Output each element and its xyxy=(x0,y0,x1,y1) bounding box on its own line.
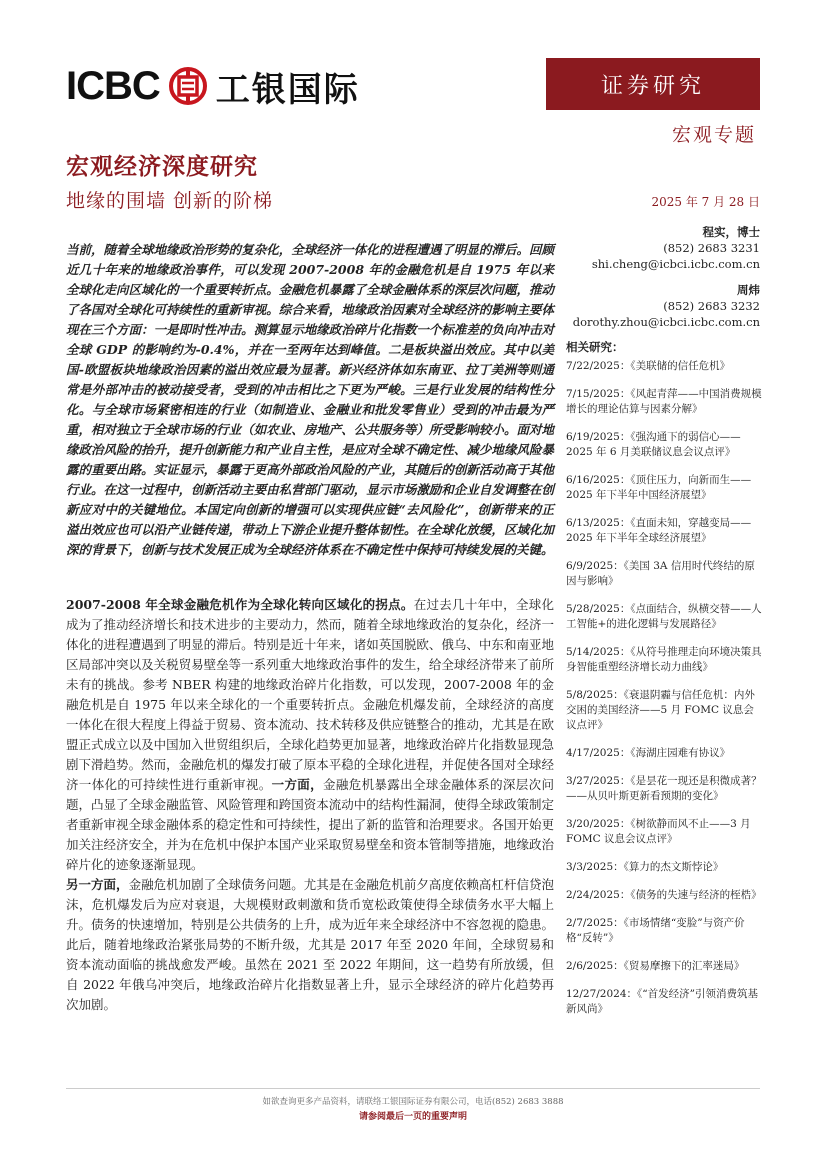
author-email[interactable]: shi.cheng@icbci.icbc.com.cn xyxy=(591,257,760,271)
author-name: 程实，博士 xyxy=(702,225,760,239)
related-research xyxy=(566,340,762,1030)
logo-cn: 工银国际 xyxy=(215,69,360,110)
related-item[interactable]: 6/16/2025：《顶住压力，向新而生——2025 年下半年中国经济展望》 xyxy=(566,474,752,501)
related-item[interactable]: 6/19/2025：《强沟通下的弱信心——2025 年 6 月美联储议息会议点评》 xyxy=(566,431,741,458)
author-block-2 xyxy=(573,282,760,330)
paragraph-text: 在过去几十年中，全球化成为了推动经济增长和技术进步的主要动力，然而，随着全球地缘政治的复杂化，经济一体化的进程遭遇到了明显的滞后。特别是近十年来，诸如英国脱欧、俄乌、中东和南亚地区局部冲突以及关税贸易壁垒等一系列重大地缘政治事件的发生，给全球经济带来了前所未有的挑战。参考 NBER 构建的地缘政治碎片化指数，可以发现，2007-2008 年的金融危机是自 1975 年以来全球化的一个重要转折点。金融危机爆发前，全球经济的高度一体化在很大程度上得益于贸易、资本流动、技术转移及供应链整合的推动，尤其是在欧盟正式成立以及中国加入世贸组织后，全球化趋势更加显著，地缘政治碎片化指数显现急剧下滑趋势。然而，金融危机的爆发打破了原本平稳的全球化进程，并促使各国对全球经济一体化的可持续性进行重新审视。 xyxy=(66,597,554,792)
related-item[interactable]: 5/14/2025：《从符号推理走向环境决策具身智能重塑经济增长动力曲线》 xyxy=(566,646,762,673)
related-item[interactable]: 6/9/2025：《美国 3A 信用时代终结的原因与影响》 xyxy=(566,560,755,587)
related-item[interactable]: 4/17/2025：《海湖庄园难有协议》 xyxy=(566,747,731,759)
footer-disclaimer-note[interactable]: 请参阅最后一页的重要声明 xyxy=(358,1112,467,1122)
related-item[interactable]: 12/27/2024：《“首发经济”引领消费筑基新风尚》 xyxy=(566,988,759,1015)
related-item[interactable]: 2/7/2025：《市场情绪“变脸”与资产价格“反转”》 xyxy=(566,917,745,944)
related-item[interactable]: 3/27/2025：《是昙花一现还是积微成著？——从贝叶斯更新看预期的变化》 xyxy=(566,775,762,802)
related-item[interactable]: 5/28/2025：《点面结合，纵横交替——人工智能+的进化逻辑与发展路径》 xyxy=(566,603,762,630)
related-item[interactable]: 7/22/2025：《美联储的信任危机》 xyxy=(566,360,731,372)
related-item[interactable]: 2/6/2025：《贸易摩擦下的汇率迷局》 xyxy=(566,960,745,972)
author-email[interactable]: dorothy.zhou@icbci.icbc.com.cn xyxy=(572,315,760,329)
report-title: 宏观经济深度研究 xyxy=(66,153,258,180)
paragraph-text: 金融危机加剧了全球债务问题。尤其是在金融危机前夕高度依赖高杠杆信贷泡沫，危机爆发后为应对衰退，大规模财政刺激和货币宽松政策使得全球债务水平大幅上升。债务的快速增加，特别是公共债务的上升，成为近年来全球经济中不容忽视的隐患。此后，随着地缘政治紧张局势的不断升级，尤其是 2017 年至 2020 年间，全球贸易和资本流动面临的挑战愈发严峻。虽然在 2021 至 2022 年期间，这一趋势有所放缓，但自 2022 年俄乌冲突后，地缘政治碎片化指数显著上升，显示全球经济的碎片化趋势再次加剧。 xyxy=(66,877,554,1012)
paragraph-lead: 2007-2008 年全球金融危机作为全球化转向区域化的拐点。 xyxy=(66,597,414,612)
icbc-emblem-icon xyxy=(168,66,208,106)
report-body xyxy=(66,595,554,1015)
related-item[interactable]: 7/15/2025：《风起青萍——中国消费规模增长的理论估算与因素分解》 xyxy=(566,388,762,415)
executive-summary: 当前，随着全球地缘政治形势的复杂化，全球经济一体化的进程遭遇了明显的滞后。回顾近几十年来的地缘政治事件，可以发现 2007-2008 年的金融危机是自 1975 年以来全球化走向区域化的一个重要转折点。金融危机暴露了全球金融体系的深层次问题，推动了各国对全球化可持续性的重新审视。综合来看，地缘政治因素对全球经济的影响主要体现在三个方面：一是即时性冲击。测算显示地缘政治碎片化指数一个标准差的负向冲击对全球 GDP 的影响约为-0.4%，并在一至两年达到峰值。二是板块溢出效应。其中以美国-欧盟板块地缘政治因素的溢出效应最为显著。新兴经济体如东南亚、拉丁美洲等则通常是外部冲击的被动接受者，受到的冲击相比之下更为严峻。三是行业发展的结构性分化。与全球市场紧密相连的行业（如制造业、金融业和批发零售业）受到的冲击最为严重，相对独立于全球市场的行业（如农业、房地产、公共服务等）所受影响较小。面对地缘政治风险的抬升，提升创新能力和产业自主性，是应对全球不确定性、减少地缘风险暴露的重要出路。实证显示，暴露于更高外部政治风险的产业，其随后的创新活动高于其他行业。在这一过程中，创新活动主要由私营部门驱动，显示市场激励和企业自发调整在创新应对中的关键地位。本国定向创新的增强可以实现供应链“去风险化”，创新带来的正溢出效应也可以沿产业链传递，带动上下游企业提升整体韧性。在全球化放缓，区域化加深的背景下，创新与技术发展正成为全球经济体系在不确定性中保持可持续发展的关键。 xyxy=(66,242,554,557)
body-paragraph-2 xyxy=(66,875,554,1015)
report-subtitle: 地缘的围墙 创新的阶梯 xyxy=(66,190,274,212)
author-block-1 xyxy=(592,224,760,272)
paragraph-lead: 一方面， xyxy=(271,777,324,792)
related-item[interactable]: 6/13/2025：《直面未知，穿越变局——2025 年下半年全球经济展望》 xyxy=(566,517,752,544)
footer-contact: 如欲查询更多产品资料，请联络工银国际证券有限公司，电话(852) 2683 3888 xyxy=(262,1097,564,1107)
author-phone: (852) 2683 3232 xyxy=(663,299,760,313)
footer-divider xyxy=(66,1088,760,1089)
paragraph-lead: 另一方面， xyxy=(66,877,129,892)
author-name: 周炜 xyxy=(737,283,760,297)
author-phone: (852) 2683 3231 xyxy=(663,241,760,255)
related-item[interactable]: 5/8/2025：《衰退阴霾与信任危机：内外交困的美国经济——5 月 FOMC 议息会议点评》 xyxy=(566,689,755,731)
related-item[interactable]: 3/20/2025：《树欲静而风不止——3 月 FOMC 议息会议点评》 xyxy=(566,818,751,845)
report-category-badge: 证券研究 xyxy=(546,58,760,110)
logo-en: ICBC xyxy=(66,63,160,108)
report-subject: 宏观专题 xyxy=(671,124,756,146)
paragraph-text: 金融危机暴露出全球金融体系的深层次问题，凸显了全球金融监管、风险管理和跨国资本流动中的结构性漏洞，使得全球政策制定者重新审视全球金融体系的稳定性和可持续性，提出了新的监管和治理要求。各国开始更加关注经济安全，并为在危机中保护本国产业采取贸易壁垒和资本管制等措施，地缘政治碎片化的迹象逐渐显现。 xyxy=(66,777,554,872)
report-date: 2025 年 7 月 28 日 xyxy=(651,195,760,209)
company-logo xyxy=(66,58,406,114)
related-item[interactable]: 3/3/2025：《算力的杰文斯悖论》 xyxy=(566,861,724,873)
related-heading: 相关研究： xyxy=(566,340,624,354)
related-item[interactable]: 2/24/2025：《债务的失速与经济的桎梏》 xyxy=(566,889,762,901)
body-paragraph-1 xyxy=(66,595,554,875)
